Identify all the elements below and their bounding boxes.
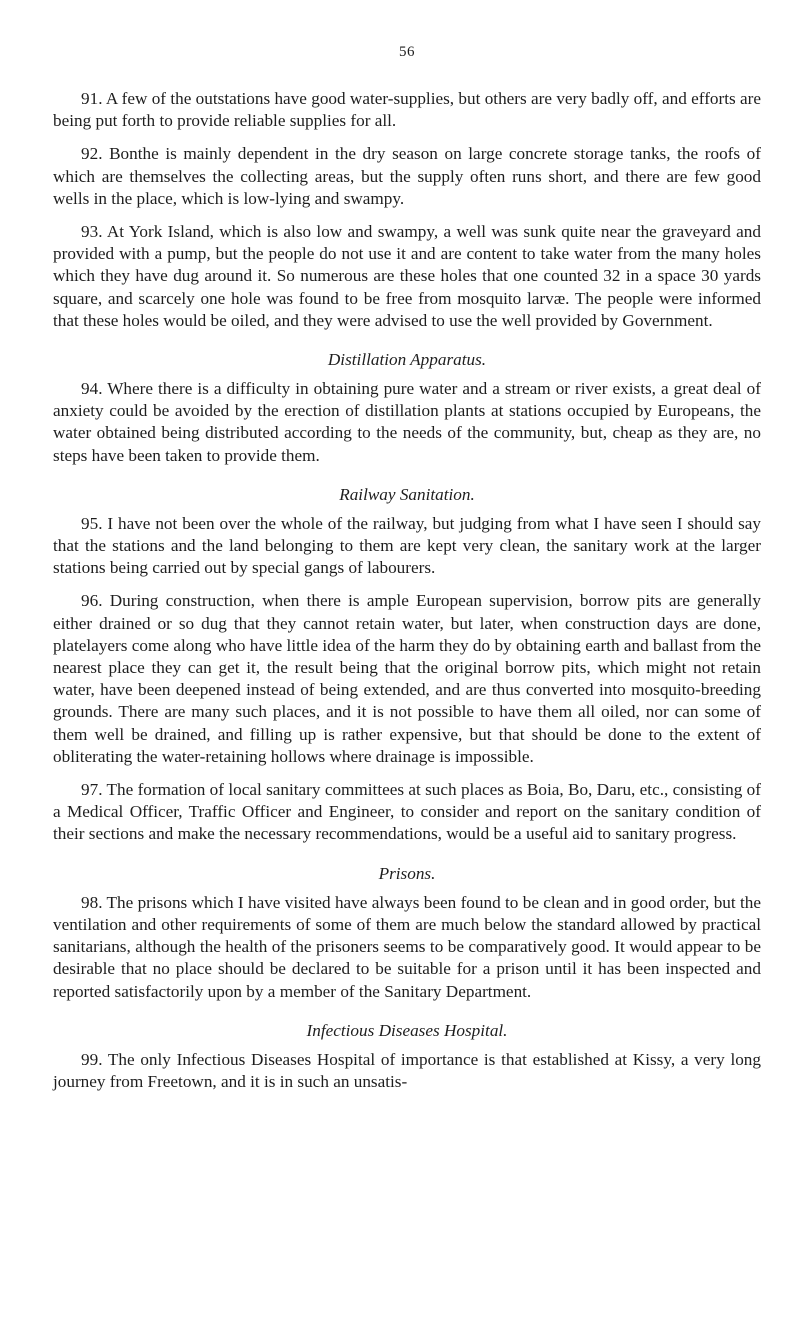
heading-distillation-apparatus: Distillation Apparatus. xyxy=(327,350,487,370)
page-body xyxy=(53,88,761,1104)
paragraph-97: 97. The formation of local sanitary committees at such places as Boia, Bo, Daru, etc., consisting of a Medical Officer, Traffic Officer and Engineer, to consider and report on the sanitary condition of their sections and make the necessary recommendations, would be a useful aid to sanitary progress. xyxy=(53,780,761,844)
heading-prisons: Prisons. xyxy=(378,863,436,883)
paragraph-95: 95. I have not been over the whole of the railway, but judging from what I have seen I should say that the stations and the land belonging to them are kept very clean, the sanitary work at the larger stations being carried out by special gangs of labourers. xyxy=(53,513,761,578)
paragraph-99: 99. The only Infectious Diseases Hospital of importance is that established at Kissy, a very long journey from Freetown, and it is in such an unsatis- xyxy=(53,1049,761,1091)
paragraph-96: 96. During construction, when there is ample European supervision, borrow pits are generally either drained or so dug that they cannot retain water, but later, when construction days are done, platelayers come along who have little idea of the harm they do by obtaining earth and ballast from the nearest place they can get it, the result being that the original borrow pits, which might not retain water, have been deepened instead of being extended, and are thus converted into mosquito-breeding grounds. There are many such places, and it is not possible to have them all oiled, nor can some of them well be drained, and filling up is rather expensive, but that should be done to the extent of obliterating the water-retaining hollows where drainage is impossible. xyxy=(53,591,761,766)
paragraph-98: 98. The prisons which I have visited have always been found to be clean and in good order, but the ventilation and other requirements of some of them are much below the standard allowed by practical sanitarians, although the health of the prisoners seems to be comparatively good. It would appear to be desirable that no place should be declared to be suitable for a prison until it has been inspected and reported satisfactorily upon by a member of the Sanitary Department. xyxy=(53,892,761,1001)
heading-railway-sanitation: Railway Sanitation. xyxy=(339,484,475,504)
paragraph-94: 94. Where there is a difficulty in obtaining pure water and a stream or river exists, a great deal of anxiety could be avoided by the erection of distillation plants at stations occupied by Europeans, the water obtained being distributed according to the needs of the community, but, cheap as they are, no steps have been taken to provide them. xyxy=(53,379,761,465)
page-number: 56 xyxy=(399,44,415,60)
paragraph-92: 92. Bonthe is mainly dependent in the dry season on large concrete storage tanks, the roofs of which are themselves the collecting areas, but the supply often runs short, and there are few good wells in the place, which is low-lying and swampy. xyxy=(53,144,761,208)
heading-infectious-diseases-hospital: Infectious Diseases Hospital. xyxy=(306,1020,508,1040)
paragraph-93: 93. At York Island, which is also low and swampy, a well was sunk quite near the graveyard and provided with a pump, but the people do not use it and are content to take water from the many holes which they have dug around it. So numerous are these holes that one counted 32 in a space 30 yards square, and scarcely one hole was found to be free from mosquito larvæ. The people were informed that these holes would be oiled, and they were advised to use the well provided by Government. xyxy=(53,222,761,330)
paragraph-91: 91. A few of the outstations have good water-supplies, but others are very badly off, and efforts are being put forth to provide reliable supplies for all. xyxy=(53,89,761,131)
